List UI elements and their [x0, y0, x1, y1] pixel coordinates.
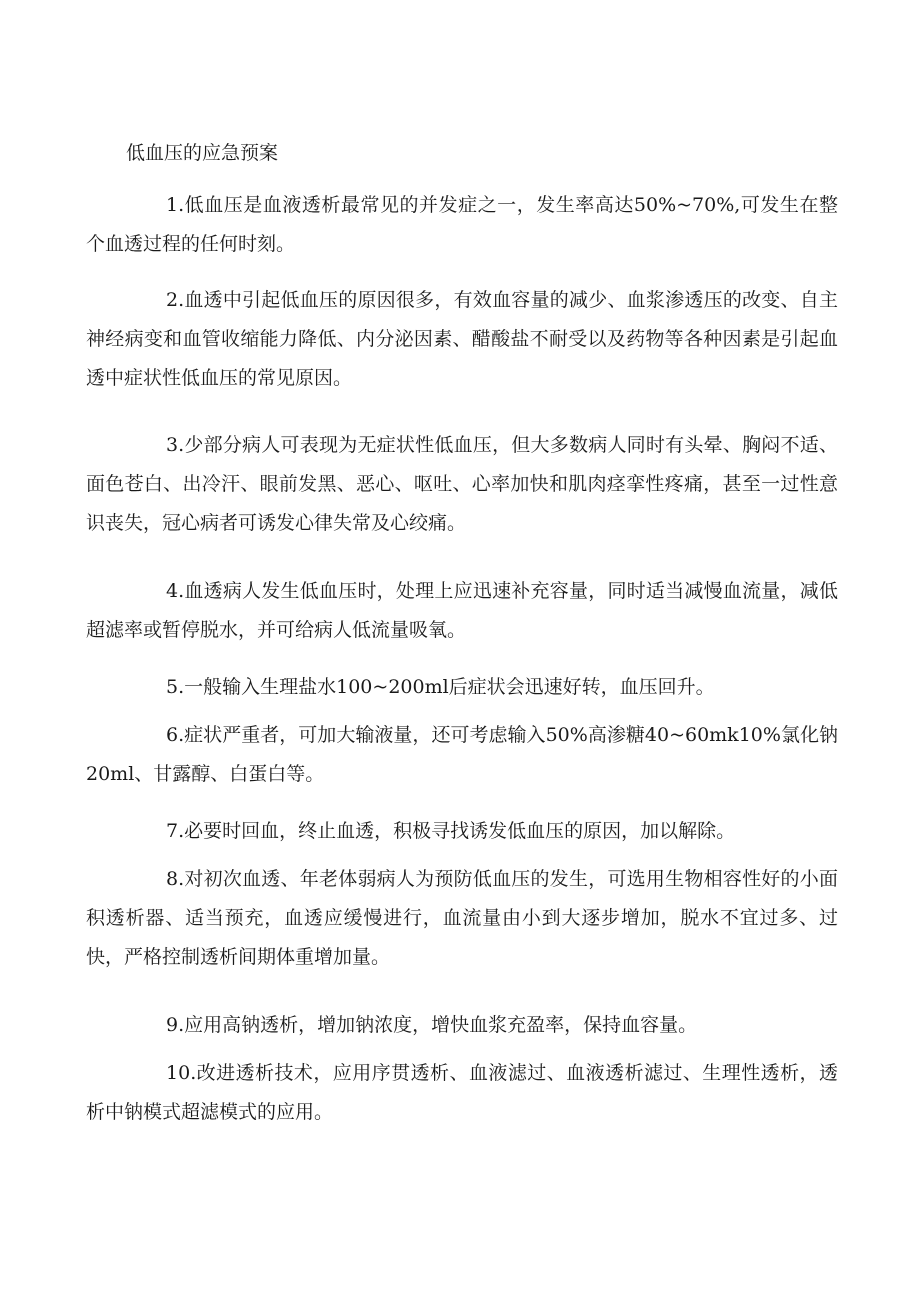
paragraph-number: 8	[166, 868, 179, 890]
paragraph-number: 2	[166, 289, 179, 311]
paragraph-8	[86, 860, 838, 977]
paragraph-text: .必要时回血，终止血透，积极寻找诱发低血压的原因，加以解除。	[178, 820, 736, 842]
paragraph-text: .少部分病人可表现为无症状性低血压，但大多数病人同时有头晕、胸闷不适、面色苍白、出冷汗、眼前发黑、恶心、呕吐、心率加快和肌肉痉挛性疼痛，甚至一过性意识丧失，冠心病者可诱发心律失常及心绞痛。	[86, 434, 838, 534]
paragraph-number: 6	[166, 724, 179, 746]
paragraph-text: .应用高钠透析，增加钠浓度，增快血浆充盈率，保持血容量。	[178, 1014, 698, 1036]
paragraph-text: .症状严重者，可加大输液量，还可考虑输入50%高渗糖40~60mk10%氯化钠20ml、甘露醇、白蛋白等。	[86, 724, 838, 785]
paragraph-3	[86, 426, 838, 543]
paragraph-1	[86, 186, 838, 264]
document-title: 低血压的应急预案	[126, 142, 279, 164]
paragraph-4	[86, 572, 838, 650]
paragraph-text: 低血压是血液透析最常见的并发症之一，发生率高达50%~70%,可发生在整个血透过程的任何时刻。	[86, 194, 838, 255]
paragraph-text: .改进透析技术，应用序贯透析、血液滤过、血液透析滤过、生理性透析，透析中钠模式超滤模式的应用。	[86, 1062, 838, 1123]
paragraph-2	[86, 281, 838, 398]
paragraph-number: 4	[166, 580, 179, 602]
paragraph-text: .血透病人发生低血压时，处理上应迅速补充容量，同时适当减慢血流量，减低超滤率或暂停脱水，并可给病人低流量吸氧。	[86, 580, 838, 641]
paragraph-number: 1.	[166, 194, 185, 216]
paragraph-5	[86, 668, 838, 707]
paragraph-text: .一般输入生理盐水100~200ml后症状会迅速好转，血压回升。	[178, 676, 715, 698]
paragraph-text: .血透中引起低血压的原因很多，有效血容量的减少、血浆渗透压的改变、自主神经病变和血管收缩能力降低、内分泌因素、醋酸盐不耐受以及药物等各种因素是引起血透中症状性低血压的常见原因。	[86, 289, 838, 389]
paragraph-number: 9	[166, 1014, 179, 1036]
paragraph-9	[86, 1006, 838, 1045]
paragraph-10	[86, 1054, 838, 1132]
paragraph-number: 10	[166, 1062, 191, 1084]
paragraph-number: 7	[166, 820, 179, 842]
paragraph-text: .对初次血透、年老体弱病人为预防低血压的发生，可选用生物相容性好的小面积透析器、适当预充，血透应缓慢进行，血流量由小到大逐步增加，脱水不宜过多、过快，严格控制透析间期体重增加量。	[86, 868, 838, 968]
paragraph-6	[86, 716, 838, 794]
paragraph-7	[86, 812, 838, 851]
paragraph-number: 3	[166, 434, 179, 456]
paragraph-number: 5	[166, 676, 179, 698]
